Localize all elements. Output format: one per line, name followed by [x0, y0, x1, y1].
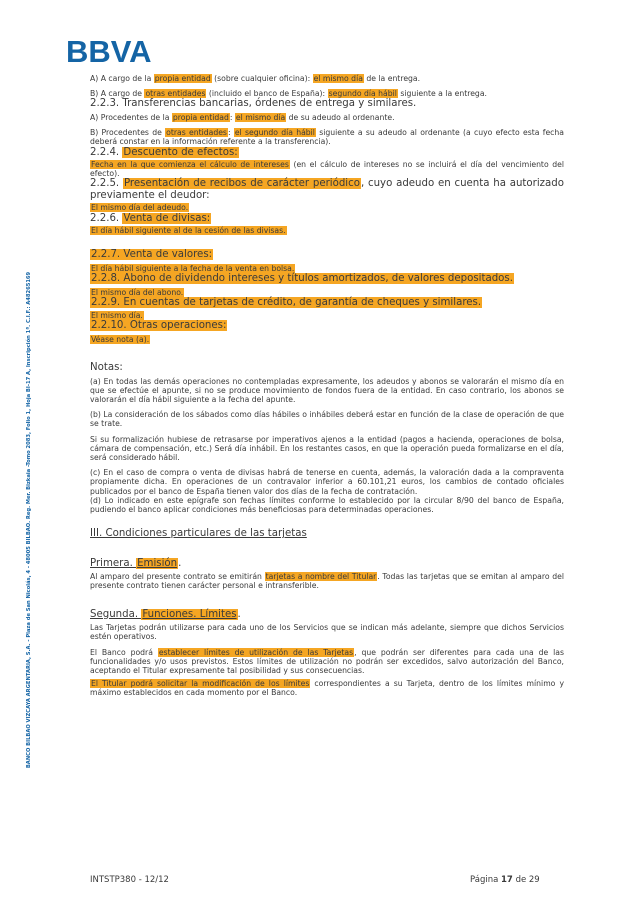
bbva-logo: BBVA	[66, 34, 152, 69]
heading-2-2-8: 2.2.8. Abono de dividendo intereses y títulos amortizados, de valores depositados.	[91, 273, 513, 285]
paragraph: El mismo día.	[91, 311, 143, 321]
paragraph: A) Procedentes de la propia entidad: el mismo día de su adeudo al ordenante.	[90, 112, 395, 122]
primera-heading: Primera. Emisión.	[90, 557, 182, 569]
section-iii-heading: III. Condiciones particulares de las tarjetas	[90, 528, 307, 540]
paragraph: A) A cargo de la propia entidad (sobre cualquier oficina): el mismo día de la entrega.	[90, 74, 421, 83]
heading-2-2-7: 2.2.7. Venta de valores:	[91, 249, 213, 261]
page-number: Página 17 de 29	[470, 875, 540, 885]
paragraph: Las Tarjetas podrán utilizarse para cada uno de los Servicios que se indican más adelante, siempre que dichos Servicios estén operativos.	[90, 623, 564, 642]
document-body	[90, 74, 564, 698]
nota-b: (b) La consideración de los sábados como días hábiles o inhábiles deberá estar en función de la clase de operación de que se trate.	[90, 410, 564, 429]
paragraph: B) A cargo de otras entidades (incluido el banco de España): segundo día hábil siguiente a la entrega.	[90, 89, 487, 99]
paragraph: Véase nota (a).	[91, 334, 150, 344]
legal-text: BANCO BILBAO VIZCAYA ARGENTARIA, S.A. - Plaza de San Nicolás, 4 - 48005 BILBAO. Reg. Mer. Bizkaia -Tomo 2083, Folio 1, Hoja BI-17 A, Inscripción 1ª. C.I.F.: A48265169	[26, 271, 32, 769]
paragraph: El mismo día del adeudo.	[91, 203, 189, 213]
heading-2-2-9: 2.2.9. En cuentas de tarjetas de crédito, de garantía de cheques y similares.	[91, 296, 482, 308]
nota-a: (a) En todas las demás operaciones no contempladas expresamente, los adeudos y abonos se valorarán el mismo día en que se efectúe el apunte, si no se produce movimiento de fondos fuera de la entidad. En caso contrario, los abonos se valorarán el día hábil siguiente a la fecha del apunte.	[90, 376, 564, 405]
notas-heading: Notas:	[90, 362, 123, 374]
nota-d: (d) Lo indicado en este epígrafe son fechas límites conforme lo establecido por la circular 8/90 del banco de España, pudiendo el banco aplicar condiciones más beneficiosas para determinadas operaciones.	[90, 495, 564, 515]
paragraph: El día hábil siguiente a la fecha de la venta en bolsa.	[91, 263, 295, 273]
paragraph: El Titular podrá solicitar la modificación de los límites correspondientes a su Tarjeta, dentro de los límites mínimo y máximo establecidos en cada momento por el Banco.	[90, 679, 564, 698]
segunda-heading: Segunda. Funciones. Límites.	[90, 608, 241, 620]
paragraph: Al amparo del presente contrato se emitirán tarjetas a nombre del Titular. Todas las tarjetas que se emitan al amparo del presente contrato tienen carácter personal e intransferible.	[90, 572, 564, 591]
heading-2-2-3: 2.2.3. Transferencias bancarias, órdenes de entrega y similares.	[90, 98, 417, 110]
heading-2-2-6: 2.2.6. Venta de divisas:	[90, 212, 211, 224]
heading-2-2-5: 2.2.5. Presentación de recibos de carácter periódico, cuyo adeudo en cuenta ha autorizado previamente el deudor:	[90, 178, 564, 201]
paragraph: Fecha en la que comienza el cálculo de intereses (en el cálculo de intereses no se incluirá el día del vencimiento del efecto).	[90, 160, 564, 179]
paragraph: El Banco podrá establecer límites de utilización de las Tarjetas, que podrán ser diferentes para cada una de las funcionalidades y/o usos previstos. Estos límites de utilización no podrán ser excedidos, salvo autorización del Banco, aceptando el Titular expresamente tal posibilidad y sus consecuencias.	[90, 647, 564, 675]
document-code: INTSTP380 - 12/12	[90, 875, 169, 885]
heading-2-2-10: 2.2.10. Otras operaciones:	[91, 320, 227, 332]
nota-c: (c) En el caso de compra o venta de divisas habrá de tenerse en cuenta, además, la valoración dada a la compraventa propiamente dicha. En operaciones de un contravalor inferior a 60.101,21 euros, los cambios de contado oficiales publicados por el banco de España tienen valor dos días de la fecha de contratación.	[90, 468, 564, 496]
paragraph: El mismo día del abono.	[91, 287, 184, 297]
paragraph: El día hábil siguiente al de la cesión de las divisas.	[91, 226, 286, 236]
sidebar-legal-text	[22, 271, 36, 769]
paragraph: B) Procedentes de otras entidades: el segundo día hábil siguiente a su adeudo al ordenante (a cuyo efecto esta fecha deberá constar en la información referente a la transferencia).	[90, 128, 564, 147]
nota-b2: Si su formalización hubiese de retrasarse por imperativos ajenos a la entidad (pagos a hacienda, operaciones de bolsa, cámara de compensación, etc.) Será día inhábil. En los restantes casos, en que la operación pueda formalizarse en el día, será considerado hábil.	[90, 434, 564, 463]
heading-2-2-4: 2.2.4. Descuento de efectos:	[90, 146, 238, 158]
